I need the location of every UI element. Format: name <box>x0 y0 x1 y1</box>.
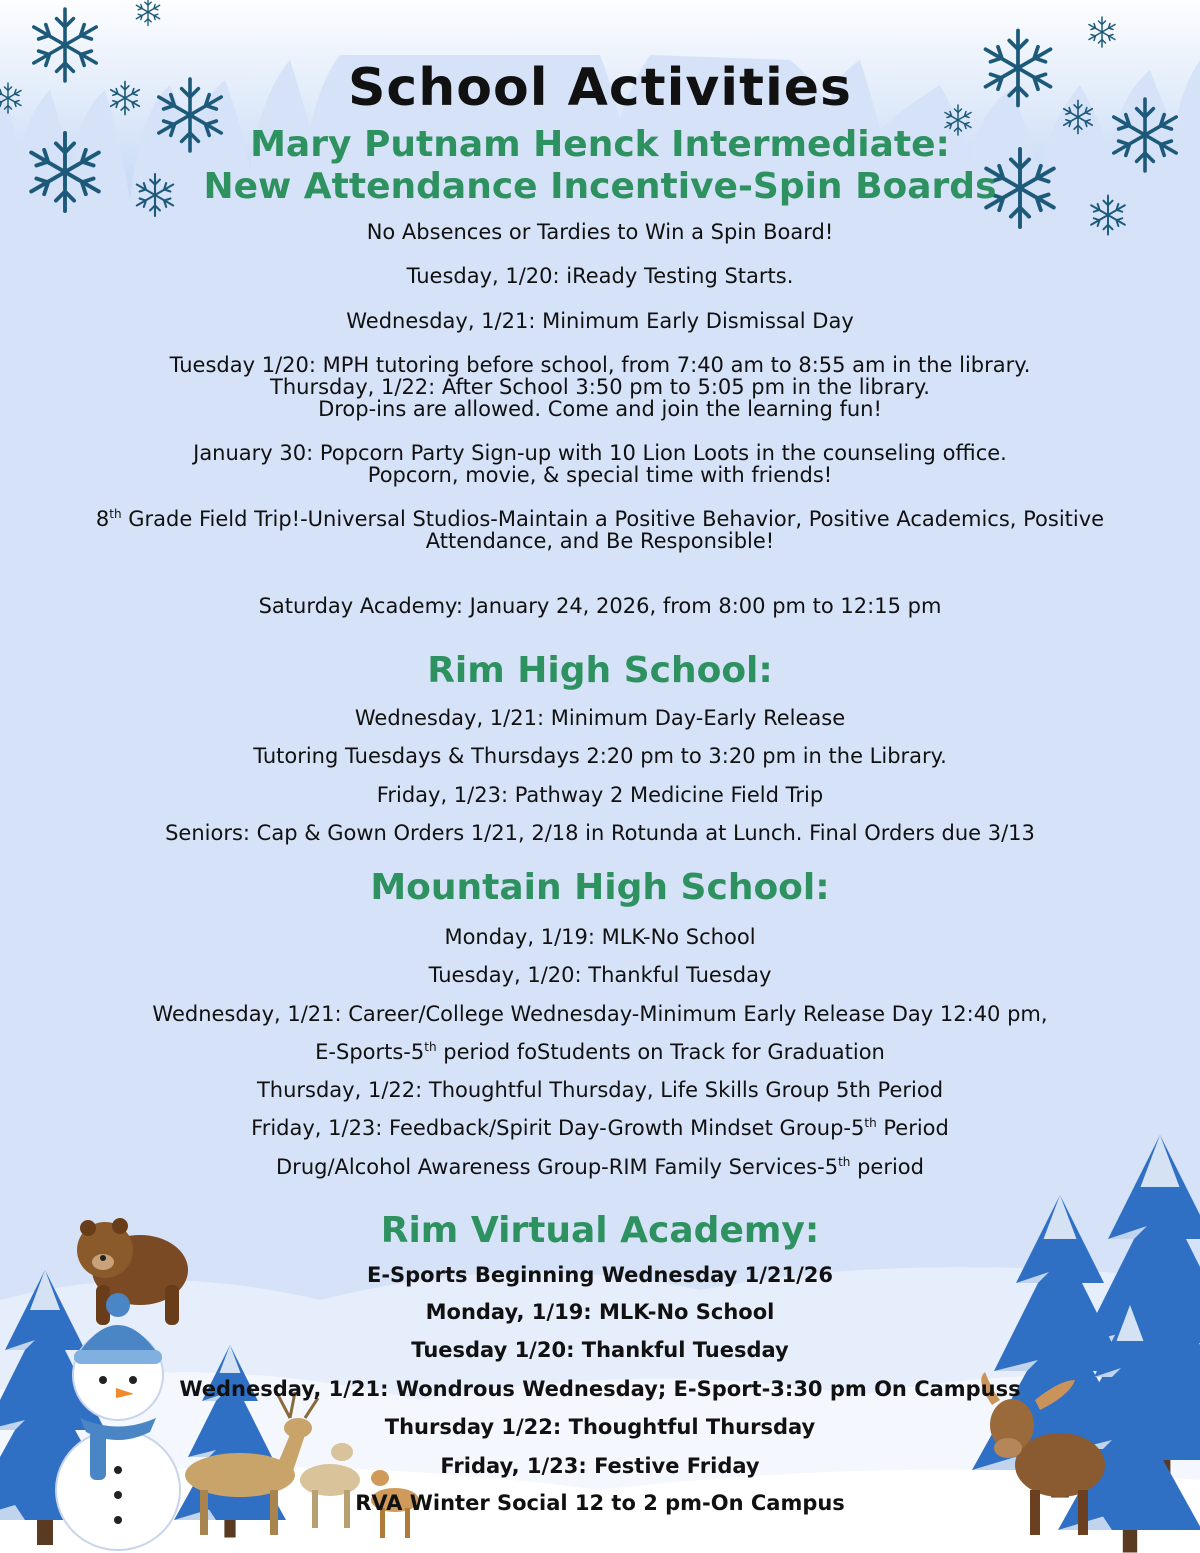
mph-iready: Tuesday, 1/20: iReady Testing Starts. <box>406 264 794 288</box>
mountain-line4-a: E-Sports-5 <box>315 1040 425 1064</box>
mountain-line6-a: Friday, 1/23: Feedback/Spirit Day-Growth Mindset Group-5 <box>251 1116 865 1140</box>
mountain-line <box>0 1116 1200 1140</box>
rim-heading: Rim High School: <box>427 650 773 691</box>
mountain-line: Thursday, 1/22: Thoughtful Thursday, Life Skills Group 5th Period <box>256 1078 944 1102</box>
mountain-line4-b: period foStudents on Track for Graduation <box>436 1040 885 1064</box>
mountain-heading: Mountain High School: <box>370 867 830 908</box>
rva-line: Thursday 1/22: Thoughtful Thursday <box>384 1415 816 1439</box>
rim-line: Wednesday, 1/21: Minimum Day-Early Release <box>354 706 846 730</box>
rva-line: RVA Winter Social 12 to 2 pm-On Campus <box>355 1491 845 1515</box>
trip-text: Grade Field Trip!-Universal Studios-Maintain a Positive Behavior, Positive Academics, Positive <box>121 507 1105 531</box>
page-title: School Activities <box>347 58 853 118</box>
mountain-line6-sup: th <box>864 1116 877 1130</box>
mountain-line7-sup: th <box>838 1155 851 1169</box>
mph-spin-board: No Absences or Tardies to Win a Spin Board! <box>366 220 834 244</box>
mountain-line6-b: Period <box>876 1116 949 1140</box>
rva-line: Friday, 1/23: Festive Friday <box>440 1454 760 1478</box>
mph-popcorn-1: January 30: Popcorn Party Sign-up with 10 Lion Loots in the counseling office. <box>193 441 1007 465</box>
mph-min-day: Wednesday, 1/21: Minimum Early Dismissal Day <box>346 309 854 333</box>
mountain-line4-sup: th <box>424 1040 437 1054</box>
trip-grade: 8 <box>95 507 110 531</box>
mph-tutoring-2: Thursday, 1/22: After School 3:50 pm to 5:05 pm in the library. <box>270 375 930 399</box>
mountain-line <box>0 1155 1200 1179</box>
rva-line: Wednesday, 1/21: Wondrous Wednesday; E-Sport-3:30 pm On Campuss <box>179 1377 1021 1401</box>
mph-heading-line1: Mary Putnam Henck Intermediate: <box>250 124 950 165</box>
mph-tutoring-1: Tuesday 1/20: MPH tutoring before school, from 7:40 am to 8:55 am in the library. <box>169 353 1031 377</box>
mountain-line: Wednesday, 1/21: Career/College Wednesday-Minimum Early Release Day 12:40 pm, <box>152 1002 1048 1026</box>
mph-field-trip-2: Attendance, and Be Responsible! <box>425 529 775 553</box>
rva-line: Monday, 1/19: MLK-No School <box>425 1300 775 1324</box>
mountain-line7-b: period <box>850 1155 924 1179</box>
rva-line: Tuesday 1/20: Thankful Tuesday <box>411 1338 789 1362</box>
mountain-line: Monday, 1/19: MLK-No School <box>444 925 756 949</box>
rva-line: E-Sports Beginning Wednesday 1/21/26 <box>366 1263 834 1287</box>
mountain-line: Tuesday, 1/20: Thankful Tuesday <box>428 963 772 987</box>
rim-line: Tutoring Tuesdays & Thursdays 2:20 pm to 3:20 pm in the Library. <box>253 744 947 768</box>
trip-sup: th <box>109 507 122 521</box>
rim-line: Seniors: Cap & Gown Orders 1/21, 2/18 in Rotunda at Lunch. Final Orders due 3/13 <box>165 821 1035 845</box>
mountain-line <box>0 1040 1200 1064</box>
rim-line: Friday, 1/23: Pathway 2 Medicine Field Trip <box>376 783 824 807</box>
mph-popcorn-2: Popcorn, movie, & special time with friends! <box>367 463 833 487</box>
mph-heading-line2: New Attendance Incentive-Spin Boards <box>203 166 997 207</box>
mph-saturday-academy: Saturday Academy: January 24, 2026, from 8:00 pm to 12:15 pm <box>258 594 942 618</box>
rva-heading: Rim Virtual Academy: <box>380 1210 820 1251</box>
mph-tutoring-3: Drop-ins are allowed. Come and join the learning fun! <box>318 397 882 421</box>
mountain-line7-a: Drug/Alcohol Awareness Group-RIM Family Services-5 <box>276 1155 839 1179</box>
mph-field-trip-1 <box>0 507 1200 531</box>
